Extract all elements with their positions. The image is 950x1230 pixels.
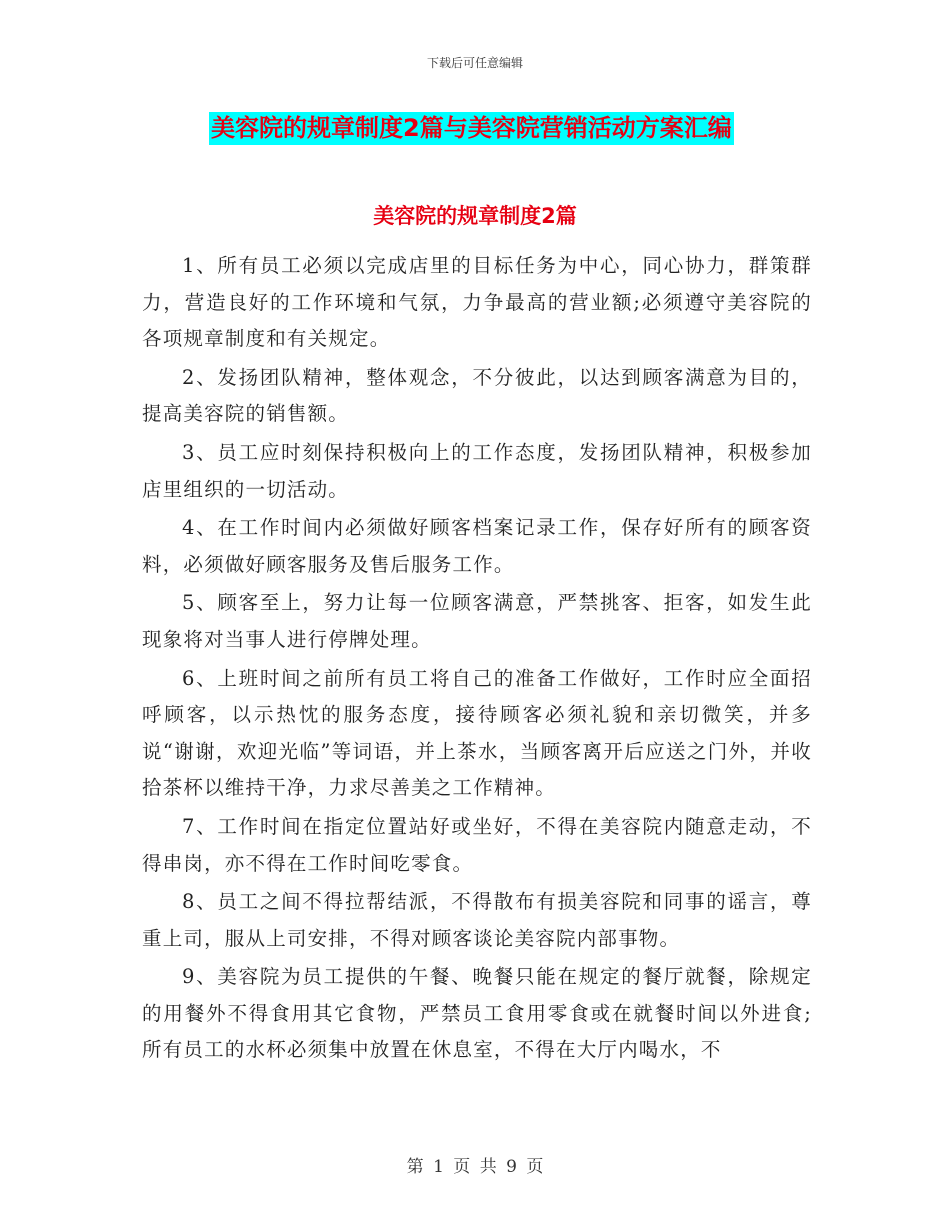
page-footer: 第 1 页 共 9 页 xyxy=(406,1157,544,1177)
rule-paragraph-9: 9、美容院为员工提供的午餐、晚餐只能在规定的餐厅就餐，除规定的用餐外不得食用其它食物，严禁员工食用零食或在就餐时间以外进食;所有员工的水杯必须集中放置在休息室，不得在大厅内喝水，不 xyxy=(142,965,812,1062)
section-title: 美容院的规章制度2篇 xyxy=(373,204,577,228)
rule-paragraph-4: 4、在工作时间内必须做好顾客档案记录工作，保存好所有的顾客资料，必须做好顾客服务及售后服务工作。 xyxy=(142,516,812,576)
rule-paragraph-3: 3、员工应时刻保持积极向上的工作态度，发扬团队精神，积极参加店里组织的一切活动。 xyxy=(142,440,812,501)
document-body xyxy=(142,248,812,1071)
rule-paragraph-6: 6、上班时间之前所有员工将自己的准备工作做好，工作时应全面招呼顾客，以示热忱的服务态度，接待顾客必须礼貌和亲切微笑，并多说“谢谢，欢迎光临”等词语，并上茶水，当顾客离开后应送之门外，并收拾茶杯以维持干净，力求尽善美之工作精神。 xyxy=(142,666,812,800)
rule-paragraph-1: 1、所有员工必须以完成店里的目标任务为中心，同心协力，群策群力，营造良好的工作环境和气氛，力争最高的营业额;必须遵守美容院的各项规章制度和有关规定。 xyxy=(142,254,812,351)
document-title: 美容院的规章制度2篇与美容院营销活动方案汇编 xyxy=(209,112,734,145)
rule-paragraph-2: 2、发扬团队精神，整体观念，不分彼此，以达到顾客满意为目的，提高美容院的销售额。 xyxy=(142,365,812,426)
rule-paragraph-5: 5、顾客至上，努力让每一位顾客满意，严禁挑客、拒客，如发生此现象将对当事人进行停牌处理。 xyxy=(142,591,812,651)
rule-paragraph-7: 7、工作时间在指定位置站好或坐好，不得在美容院内随意走动，不得串岗，亦不得在工作时间吃零食。 xyxy=(142,814,812,875)
rule-paragraph-8: 8、员工之间不得拉帮结派，不得散布有损美容院和同事的谣言，尊重上司，服从上司安排，不得对顾客谈论美容院内部事物。 xyxy=(142,890,812,950)
header-note: 下载后可任意编辑 xyxy=(426,56,523,70)
